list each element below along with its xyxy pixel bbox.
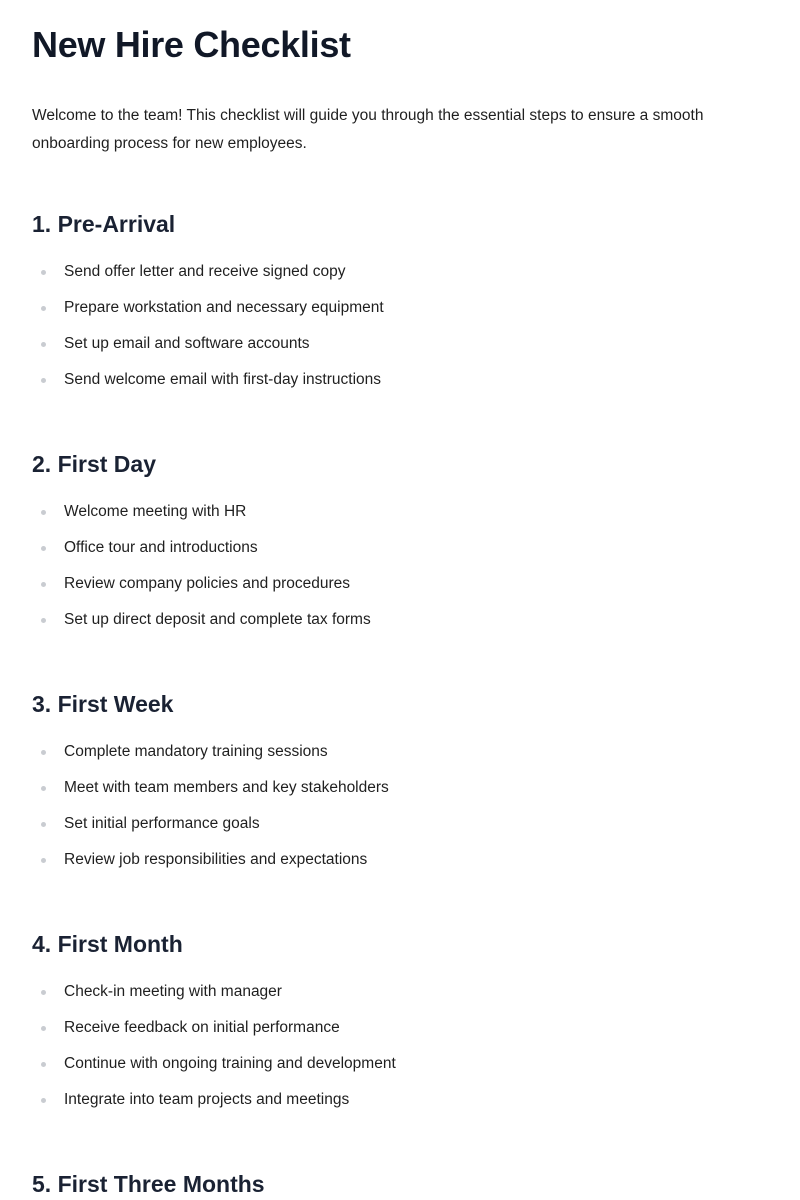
bullet-icon: [41, 378, 46, 383]
list-item: [32, 538, 768, 558]
section-first-day: [32, 450, 768, 630]
intro-paragraph: Welcome to the team! This checklist will guide you through the essential steps to ensure a smooth onboarding process for new employees.: [32, 107, 704, 152]
section-pre-arrival: [32, 210, 768, 390]
list-item-text: Check-in meeting with manager: [64, 983, 282, 1000]
bullet-icon: [41, 582, 46, 587]
list-item-text: Receive feedback on initial performance: [64, 1019, 340, 1036]
section-first-week: [32, 690, 768, 870]
bullet-icon: [41, 786, 46, 791]
list-item-text: Review job responsibilities and expectations: [64, 851, 368, 868]
list-item: [32, 1018, 768, 1038]
list-item: [32, 742, 768, 762]
bullet-icon: [41, 342, 46, 347]
list-item-text: Set initial performance goals: [64, 815, 260, 832]
checklist-items: [32, 262, 768, 390]
list-item-text: Office tour and introductions: [64, 539, 258, 556]
bullet-icon: [41, 510, 46, 515]
checklist-items: [32, 982, 768, 1110]
bullet-icon: [41, 618, 46, 623]
list-item: [32, 574, 768, 594]
list-item: [32, 982, 768, 1002]
list-item: [32, 850, 768, 870]
bullet-icon: [41, 546, 46, 551]
bullet-icon: [41, 990, 46, 995]
list-item: [32, 814, 768, 834]
list-item: [32, 1054, 768, 1074]
checklist-items: [32, 502, 768, 630]
list-item: [32, 334, 768, 354]
list-item-text: Meet with team members and key stakeholders: [64, 779, 389, 796]
list-item-text: Continue with ongoing training and development: [64, 1055, 396, 1072]
list-item: [32, 262, 768, 282]
list-item-text: Complete mandatory training sessions: [64, 743, 328, 760]
list-item-text: Review company policies and procedures: [64, 575, 351, 592]
bullet-icon: [41, 306, 46, 311]
bullet-icon: [41, 1098, 46, 1103]
section-heading: 5. First Three Months: [32, 1171, 265, 1197]
bullet-icon: [41, 1062, 46, 1067]
page-title: New Hire Checklist: [32, 24, 351, 65]
list-item: [32, 502, 768, 522]
list-item: [32, 610, 768, 630]
bullet-icon: [41, 270, 46, 275]
section-heading: 4. First Month: [32, 931, 183, 957]
list-item-text: Set up direct deposit and complete tax forms: [64, 611, 371, 628]
section-first-three-months: [32, 1170, 768, 1198]
list-item: [32, 298, 768, 318]
list-item-text: Set up email and software accounts: [64, 335, 310, 352]
section-heading: 3. First Week: [32, 691, 174, 717]
section-heading: 1. Pre-Arrival: [32, 211, 176, 237]
list-item-text: Welcome meeting with HR: [64, 503, 247, 520]
list-item-text: Send offer letter and receive signed copy: [64, 263, 346, 280]
bullet-icon: [41, 822, 46, 827]
list-item: [32, 778, 768, 798]
list-item-text: Prepare workstation and necessary equipment: [64, 299, 384, 316]
section-heading: 2. First Day: [32, 451, 156, 477]
checklist-items: [32, 742, 768, 870]
bullet-icon: [41, 858, 46, 863]
bullet-icon: [41, 1026, 46, 1031]
list-item-text: Integrate into team projects and meetings: [64, 1091, 350, 1108]
list-item: [32, 1090, 768, 1110]
bullet-icon: [41, 750, 46, 755]
list-item-text: Send welcome email with first-day instructions: [64, 371, 382, 388]
list-item: [32, 370, 768, 390]
section-first-month: [32, 930, 768, 1110]
